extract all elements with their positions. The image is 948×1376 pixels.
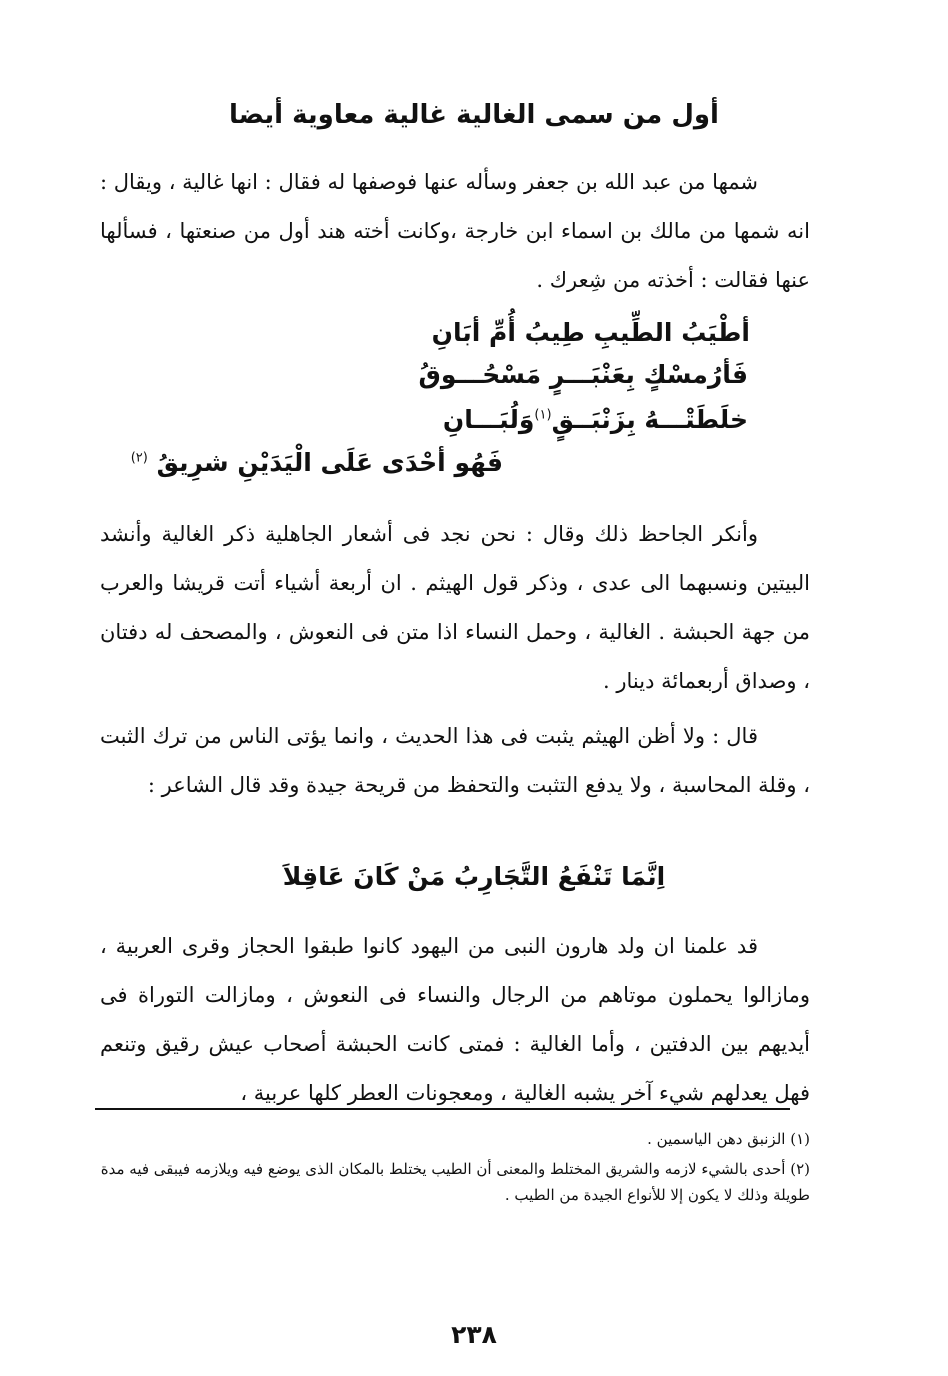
footnote-ref-1: (١) (534, 407, 552, 423)
quoted-verse: اِنَّمَا تَنْفَعُ التَّجَارِبُ مَنْ كَانَ عَاقِلاَ (282, 862, 666, 891)
paragraph-1: شمها من عبد الله بن جعفر وسأله عنها فوصفها له فقال : انها غالية ، ويقال : انه شمها من مالك بن اسماء ابن خارجة ،وكانت أخته هند أول من صنعتها ، فسألها عنها فقالت : أخذته من شِعرك . (100, 170, 810, 292)
paragraph-3: قال : ولا أظن الهيثم يثبت فى هذا الحديث ، وانما يؤتى الناس من ترك الثبت ، وقلة المحاسبة ، ولا يدفع التثبت والتحفظ من قريحة جيدة وقد قال الشاعر : (100, 724, 810, 797)
poem-line-1-second-hemistich: فَأرُمسْكٍ بِعَنْبَـــرٍ مَسْحُـــوقُ (418, 360, 748, 389)
footnote-2: (٢) أحدى بالشيء لازمه والشريق المختلط والمعنى أن الطيب يختلط بالمكان الذى يوضع فيه ويلازمه فيبقى فيه مدة طويلة وذلك لا يكون إلا للأنواع الجيدة من الطيب . (100, 1160, 810, 1204)
poem-line-2-text-c: فَهُو أحْدَى عَلَى الْيَدَيْنِ شرِيقُ (156, 448, 503, 477)
footnote-ref-2: (٢) (130, 450, 148, 466)
poem-line-2-text-b: وَلُبَـــانِ (442, 405, 535, 434)
section-title: أول من سمى الغالية غالية معاوية أيضا (229, 100, 719, 130)
page-number: ٢٣٨ (451, 1320, 497, 1349)
footnote-1: (١) الزنبق دهن الياسمين . (647, 1130, 810, 1148)
paragraph-4: قد علمنا ان ولد هارون النبى من اليهود كانوا طبقوا الحجاز وقرى العربية ، ومازالوا يحملون موتاهم من الرجال والنساء فى النعوش ، ومازالت التوراة فى أيديهم بين الدفتين ، وأما الغالية : فمتى كانت الحبشة أصحاب عيش رقيق وتنعم فهل يعدلهم شيء آخر يشبه الغالية ، ومعجونات العطر كلها عربية ، (100, 934, 810, 1105)
poem-line-1-first-hemistich: أطْيَبُ الطِّيبِ طِيبُ أُمِّ أبَانِ (431, 318, 750, 347)
poem-line-2-second-hemistich (131, 448, 503, 477)
footnote-divider (95, 1108, 790, 1110)
poem-line-2-text-a: خلَطَتْـــهُ بِزَنْبَــقٍ (551, 405, 748, 434)
paragraph-2: وأنكر الجاحظ ذلك وقال : نحن نجد فى أشعار الجاهلية ذكر الغالية وأنشد البيتين ونسبهما الى عدى ، وذكر قول الهيثم . ان أربعة أشياء أتت قريشا والعرب من جهة الحبشة . الغالية ، وحمل النساء اذا متن فى النعوش ، والمصحف له دفتان ، وصداق أربعمائة دينار . (100, 522, 810, 693)
poem-line-2-first-hemistich (443, 405, 748, 434)
